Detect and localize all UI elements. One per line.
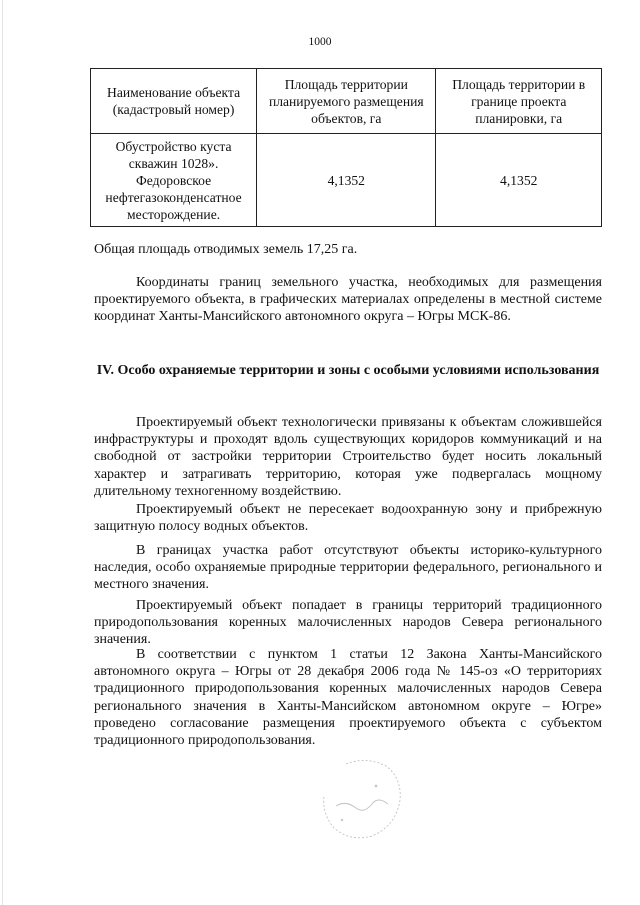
land-area-table [90, 68, 602, 227]
table-cell-planned-area: 4,1352 [257, 134, 436, 227]
paragraph-5: В соответствии с пунктом 1 статьи 12 Закона Ханты-Мансийского автономного округа – Югры от 28 декабря 2006 года № 145-оз «О территориях традиционного природопользования коренных малочисленных народов Севера регионального значения в Ханты-Мансийском автономном округе – Югре» проведено согласование размещения проектируемого объекта с субъектом традиционного природопользования. [94, 647, 602, 749]
table-header-row [91, 69, 602, 134]
table-cell-object-name: Обустройство куста скважин 1028». Федоровское нефтегазоконденсатное месторождение. [91, 134, 257, 227]
paragraph-3: В границах участка работ отсутствуют объекты историко-культурного наследия, особо охраняемые природные территории федерального, регионального и местного значения. [94, 543, 602, 593]
total-area-text: Общая площадь отводимых земель 17,25 га. [94, 242, 358, 257]
table-row [91, 134, 602, 227]
table-cell-project-area: 4,1352 [436, 134, 602, 227]
section-heading: IV. Особо охраняемые территории и зоны с особыми условиями использования [96, 363, 600, 378]
stamp-mark [316, 756, 406, 842]
table-header-project-area: Площадь территории в границе проекта планировки, га [436, 69, 602, 134]
table-header-planned-area: Площадь территории планируемого размещения объектов, га [257, 69, 436, 134]
table-header-object-name: Наименование объекта (кадастровый номер) [91, 69, 257, 134]
page-edge-line [2, 0, 3, 905]
coordinates-paragraph: Координаты границ земельного участка, необходимых для размещения проектируемого объекта, в графических материалах определены в местной системе координат Ханты-Мансийского автономного округа – Югры МСК-86. [94, 275, 602, 325]
paragraph-1: Проектируемый объект технологически привязаны к объектам сложившейся инфраструктуры и проходят вдоль существующих коридоров коммуникаций и на свободной от застройки территории Строительство будет носить локальный характер и затрагивать территорию, которая уже подвергалась мощному длительному техногенному воздействию. [94, 415, 602, 499]
page-number: 1000 [308, 36, 332, 48]
paragraph-4: Проектируемый объект попадает в границы территорий традиционного природопользования коренных малочисленных народов Севера регионального значения. [94, 598, 602, 648]
paragraph-2: Проектируемый объект не пересекает водоохранную зону и прибрежную защитную полосу водных объектов. [94, 502, 602, 535]
